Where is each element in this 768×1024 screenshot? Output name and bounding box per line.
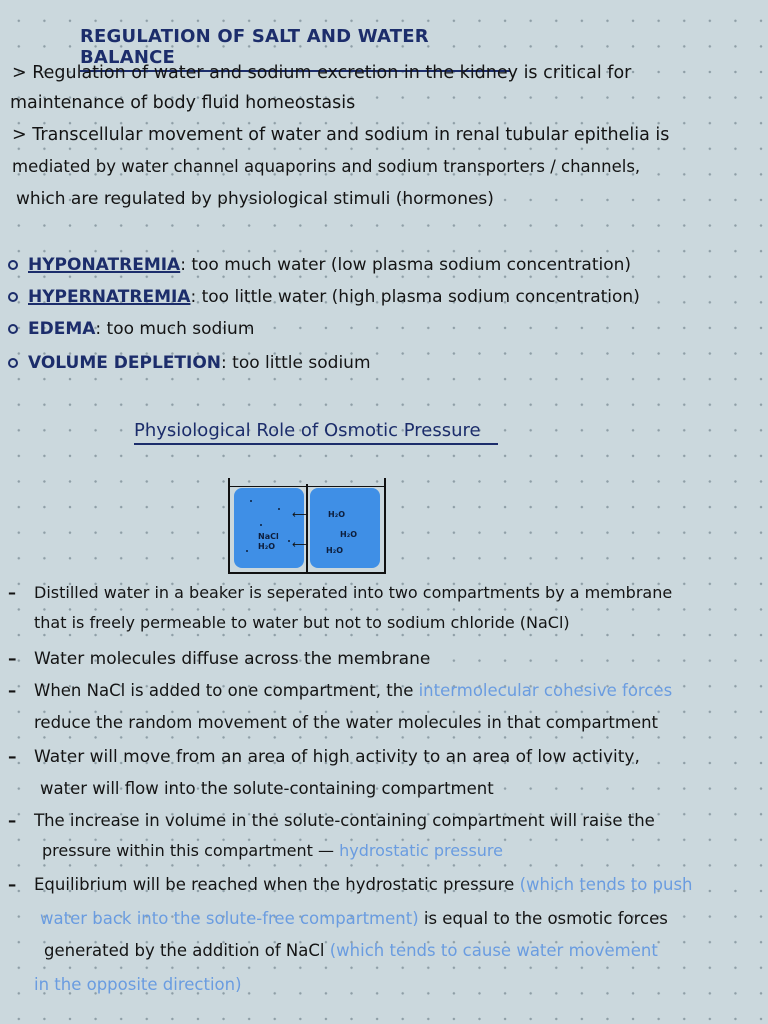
right-water-label-3: H₂O	[326, 546, 343, 555]
intro-1-text: Regulation of water and sodium excretion in the kidney is critical for	[32, 63, 632, 83]
condition-desc: : too little sodium	[221, 353, 371, 373]
point-6-line-2	[40, 908, 668, 930]
section-subtitle: Physiological Role of Osmotic Pressure	[134, 420, 498, 445]
highlight-text: (which tends to cause water movement	[329, 941, 658, 960]
point-1-line-2: that is freely permeable to water but not to sodium chloride (NaCl)	[34, 613, 570, 632]
point-text: is equal to the osmotic forces	[418, 909, 668, 928]
point-6-line-4: in the opposite direction)	[34, 975, 242, 994]
condition-volume-depletion	[8, 352, 371, 374]
semipermeable-membrane	[306, 484, 308, 572]
intro-1-marker: >	[12, 63, 27, 83]
bullet-circle-icon	[8, 292, 18, 302]
left-water-label: H₂O	[258, 542, 275, 551]
condition-term: HYPERNATREMIA	[28, 287, 191, 307]
point-text: Distilled water in a beaker is seperated into two compartments by a membrane	[34, 583, 673, 602]
highlight-text: (which tends to push	[519, 875, 693, 894]
solute-dot	[246, 550, 248, 552]
highlight-text: intermolecular cohesive forces	[418, 681, 673, 700]
dash-bullet: –	[8, 681, 17, 700]
solute-dot	[260, 524, 262, 526]
intro-1-line-2: maintenance of body fluid homeostasis	[10, 93, 356, 113]
right-water-label-1: H₂O	[328, 510, 345, 519]
point-6-line-1	[8, 874, 693, 896]
point-6-line-3	[44, 940, 658, 962]
point-5-line-2	[42, 840, 503, 862]
dash-bullet: –	[8, 811, 17, 830]
condition-term: VOLUME DEPLETION	[28, 353, 222, 373]
bullet-circle-icon	[8, 260, 18, 270]
condition-desc: : too much sodium	[95, 319, 255, 339]
solute-dot	[250, 500, 252, 502]
condition-desc: : too little water (high plasma sodium concentration)	[190, 287, 640, 307]
beaker-diagram	[228, 478, 386, 574]
point-2-line-1	[8, 648, 430, 670]
point-4-line-2: water will flow into the solute-containing compartment	[40, 779, 494, 798]
point-text: Water molecules diffuse across the membrane	[34, 649, 431, 669]
intro-2-marker: >	[12, 125, 27, 145]
intro-2-line-1	[12, 124, 669, 146]
intro-2-text: Transcellular movement of water and sodium in renal tubular epithelia is	[32, 125, 670, 145]
intro-2-line-2: mediated by water channel aquaporins and sodium transporters / channels,	[12, 157, 641, 176]
point-text: When NaCl is added to one compartment, the	[34, 681, 419, 700]
intro-2-line-3: which are regulated by physiological stimuli (hormones)	[16, 189, 494, 209]
point-4-line-1	[8, 746, 640, 768]
solute-dot	[288, 540, 290, 542]
dash-bullet: –	[8, 649, 17, 669]
page-title: REGULATION OF SALT AND WATER BALANCE	[80, 26, 510, 72]
point-text: pressure within this compartment —	[42, 841, 340, 860]
point-text: The increase in volume in the solute-containing compartment will raise the	[34, 811, 655, 830]
condition-hypernatremia	[8, 286, 640, 308]
point-3-line-1	[8, 680, 672, 702]
intro-1-line-1	[12, 62, 631, 84]
nacl-label: NaCl	[258, 532, 279, 541]
dash-bullet: –	[8, 875, 17, 894]
right-compartment-water	[310, 488, 380, 568]
arrow-left-icon: ⟵	[292, 538, 308, 551]
dash-bullet: –	[8, 583, 16, 602]
point-1-line-1	[8, 582, 672, 604]
left-compartment-water	[234, 488, 304, 568]
condition-desc: : too much water (low plasma sodium concentration)	[180, 255, 632, 275]
bullet-circle-icon	[8, 324, 18, 334]
point-text: Equilibrium will be reached when the hydrostatic pressure	[34, 875, 520, 894]
condition-edema	[8, 318, 254, 340]
condition-term: HYPONATREMIA	[28, 255, 181, 275]
condition-hyponatremia	[8, 254, 631, 276]
condition-term: EDEMA	[28, 319, 96, 339]
solute-dot	[278, 508, 280, 510]
highlight-text: hydrostatic pressure	[339, 841, 503, 860]
point-5-line-1	[8, 810, 655, 832]
bullet-circle-icon	[8, 358, 18, 368]
arrow-left-icon: ⟵	[292, 508, 308, 521]
point-text: generated by the addition of NaCl	[44, 941, 330, 960]
point-text: Water will move from an area of high activity to an area of low activity,	[34, 747, 640, 767]
dash-bullet: –	[8, 747, 17, 767]
right-water-label-2: H₂O	[340, 530, 357, 539]
point-3-line-2: reduce the random movement of the water molecules in that compartment	[34, 713, 659, 732]
highlight-text: water back into the solute-free compartment)	[40, 909, 419, 928]
